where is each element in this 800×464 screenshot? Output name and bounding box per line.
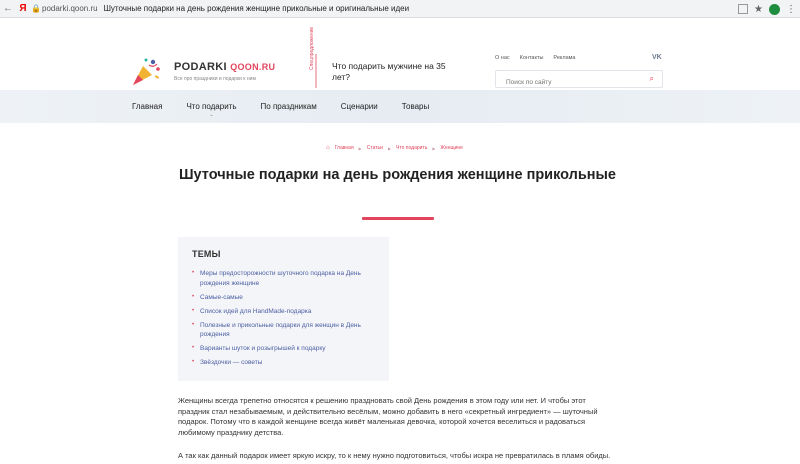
link-contacts[interactable]: Контакты	[519, 55, 544, 61]
site-header	[0, 18, 800, 90]
toc-title: ТЕМЫ	[192, 249, 221, 259]
back-arrow-icon[interactable]: ←	[3, 3, 13, 14]
page-tab-title: Шуточные подарки на день рождения женщине прикольные и оригинальные идеи	[103, 4, 410, 13]
party-popper-logo-icon[interactable]	[131, 56, 163, 86]
search-input[interactable]	[496, 75, 636, 91]
breadcrumb-home[interactable]: Главная	[334, 145, 354, 151]
page-title: Шуточные подарки на день рождения женщине прикольные	[178, 167, 616, 183]
vk-icon[interactable]: VK	[652, 54, 662, 61]
nav-item-scenarios[interactable]: Сценарии	[340, 102, 378, 111]
article-paragraph: Женщины всегда трепетно относятся к решению праздновать свой День рождения в этом году или нет. И чтобы этот праздник стал незабываемым, и действительно весёлым, можно добавить в него «секретный ингредиент» — шуточный подарок. Потому что в каждой женщине всегда живёт маленькая девочка, которой хочется веселиться и радоваться любимому празднику детства.	[178, 396, 598, 437]
toc-item[interactable]: • Список идей для HandMade-подарка	[192, 307, 375, 317]
nav-item-what-to-gift[interactable]	[186, 102, 237, 118]
breadcrumb-women[interactable]: Женщине	[440, 145, 463, 151]
promo-vertical-label: Спецпредложение	[309, 26, 315, 70]
yandex-logo[interactable]: Я	[19, 3, 27, 14]
nav-item-holidays[interactable]: По праздникам	[260, 102, 317, 111]
lock-icon[interactable]: 🔒	[31, 4, 41, 13]
brand-accent: QOON.RU	[230, 62, 276, 72]
link-about[interactable]: О нас	[495, 55, 510, 61]
address-bar-url[interactable]: podarki.qoon.ru	[42, 4, 98, 13]
toc-item[interactable]: • Самые-самые	[192, 293, 375, 303]
title-underline	[362, 217, 434, 220]
home-icon[interactable]: ⌂	[326, 145, 330, 151]
toc-item[interactable]: • Меры предосторожности шуточного подарка на День рождения женщине	[192, 269, 375, 288]
site-brand[interactable]	[174, 61, 275, 73]
menu-dots-icon[interactable]: ⋮	[786, 3, 796, 15]
search-icon[interactable]: ⌕	[649, 74, 654, 83]
bookmark-star-icon[interactable]: ★	[754, 3, 763, 15]
extension-icon[interactable]	[769, 4, 780, 15]
promo-link[interactable]: Что подарить мужчине на 35 лет?	[332, 61, 446, 82]
breadcrumb-separator-icon: ▶	[387, 145, 392, 151]
toc-item[interactable]: • Полезные и прикольные подарки для женщин в День рождения	[192, 321, 375, 340]
reader-mode-icon[interactable]	[738, 4, 748, 14]
link-ads[interactable]: Реклама	[553, 55, 576, 61]
article-paragraph: А так как данный подарок имеет яркую искру, то к нему нужно подготовиться, чтобы искра не превратилась в пламя обиды.	[178, 451, 611, 460]
search-box	[495, 70, 663, 88]
breadcrumb	[326, 145, 463, 151]
brand-main: PODARKI	[174, 61, 227, 73]
promo-divider	[315, 54, 317, 88]
nav-item-products[interactable]: Товары	[401, 102, 430, 111]
browser-toolbar	[0, 0, 800, 18]
nav-item-label: Что подарить	[186, 102, 237, 111]
breadcrumb-separator-icon: ▶	[432, 145, 436, 151]
table-of-contents	[178, 237, 389, 381]
toc-item[interactable]: • Звёздочки — советы	[192, 358, 375, 368]
breadcrumb-articles[interactable]: Статьи	[366, 145, 383, 151]
site-tagline: Все про праздники и подарки к ним	[174, 76, 256, 82]
nav-item-home[interactable]: Главная	[132, 102, 163, 111]
breadcrumb-separator-icon: ▶	[358, 145, 362, 151]
main-navigation	[0, 90, 800, 123]
breadcrumb-what-to-gift[interactable]: Что подарить	[396, 145, 428, 151]
chevron-down-icon: ⌄	[209, 112, 214, 118]
top-links	[495, 55, 575, 61]
toc-item[interactable]: • Варианты шуток и розыгрышей к подарку	[192, 344, 375, 354]
